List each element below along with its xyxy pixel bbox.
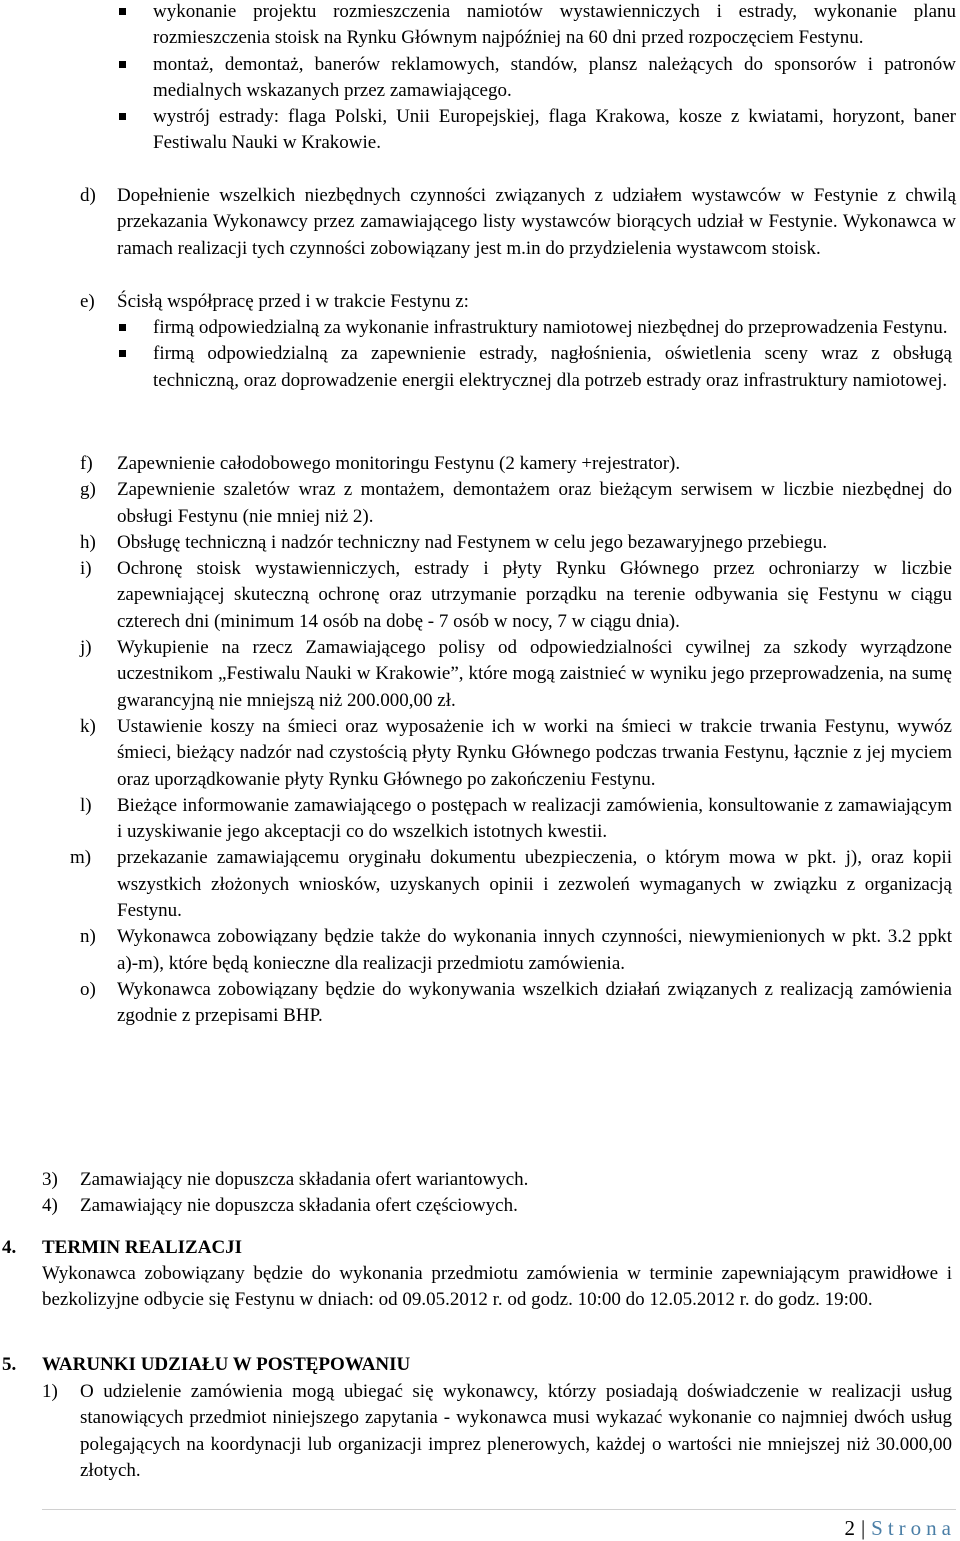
section-text: Wykonawca zobowiązany będzie do wykonania przedmiotu zamówienia w terminie zapewniającym prawidłowe i bezkolizyjne odbycie się Festynu w dniach: od 09.05.2012 r. od godz. 10:00 do 12.05.2012 r. do godz. 19:00. (42, 1263, 952, 1311)
numbered-item-4 (0, 1193, 956, 1219)
list-marker: h) (80, 531, 96, 553)
list-item-text: Wykonawca zobowiązany będzie także do wykonania innych czynności, niewymienionych w pkt. 3.2 ppkt a)-m), które będą konieczne dla realizacji przedmiotu zamówienia. (117, 926, 952, 974)
list-marker: g) (80, 479, 96, 501)
footer-page-word: Strona (871, 1516, 956, 1540)
numbered-list (0, 1167, 956, 1220)
list-marker: d) (80, 185, 96, 206)
list-item-text: Dopełnienie wszelkich niezbędnych czynności związanych z udziałem wystawców w Festynie z chwilą przekazania Wykonawcy przez zamawiającego listy wystawców biorących udział w Festynie. Wykonawca w ramach realizacji tych czynności zobowiązany jest m.in do przydzielenia wystawcom stoisk. (117, 185, 956, 259)
section-title: TERMIN REALIZACJI (42, 1237, 243, 1258)
list-item-g (0, 477, 956, 530)
bullet-text: wykonanie projektu rozmieszczenia namiotów wystawienniczych i estrady, wykonanie planu rozmieszczenia stoisk na Rynku Głównym najpóźniej na 60 dni przed rozpoczęciem Festynu. (153, 1, 956, 49)
bullet-item (0, 0, 960, 52)
lettered-list (0, 451, 956, 1030)
bullet-item (0, 315, 956, 341)
list-item-text: Zamawiający nie dopuszcza składania ofert wariantowych. (80, 1169, 529, 1190)
list-marker: j) (80, 637, 92, 659)
bullet-text: montaż, demontaż, banerów reklamowych, standów, plansz należących do sponsorów i patronów medialnych wskazanych przez zamawiającego. (153, 53, 956, 101)
square-bullet-icon (119, 8, 126, 15)
section-title: WARUNKI UDZIAŁU W POSTĘPOWANIU (42, 1354, 411, 1375)
square-bullet-icon (119, 61, 126, 68)
list-item-f (0, 451, 956, 477)
list-item-text: Wykonawca zobowiązany będzie do wykonywania wszelkich działań związanych z realizacją zamówienia zgodnie z przepisami BHP. (117, 978, 952, 1027)
list-marker: 4) (42, 1195, 58, 1217)
list-item-k (0, 714, 956, 793)
bullet-text: wystrój estrady: flaga Polski, Unii Europejskiej, flaga Krakowa, kosze z kwiatami, horyzont, baner Festiwalu Nauki w Krakowie. (153, 106, 956, 154)
bullet-list-e (0, 315, 956, 394)
list-item-i (0, 556, 956, 635)
bullet-text: firmą odpowiedzialną za zapewnienie estrady, nagłośnienia, oświetlenia sceny wraz z obsługą techniczną, oraz doprowadzenie energii elektrycznej dla potrzeb estrady oraz infrastruktury namiotowej. (153, 343, 952, 391)
list-item-text: Ustawienie koszy na śmieci oraz wyposażenie ich w worki na śmieci w trakcie trwania Festynu, wywóz śmieci, bieżący nadzór nad czystością płyty Rynku Głównego podczas trwania Festynu, łącznie z jej myciem oraz uporządkowanie płyty Rynku Głównego po zakończeniu Festynu. (117, 715, 952, 790)
list-item-text: O udzielenie zamówienia mogą ubiegać się wykonawcy, którzy posiadają doświadczenie w realizacji usług stanowiących przedmiot niniejszego zapytania - wykonawca musi wykazać wykonanie co najmniej dwóch usług polegających na koordynacji lub organizacji imprez plenerowych, każdej o wartości nie mniejszej niż 30.000,00 złotych. (80, 1381, 952, 1481)
section-number: 4. (2, 1237, 17, 1258)
list-marker: i) (80, 558, 92, 580)
bullet-item (0, 341, 956, 394)
section-body-4 (0, 1261, 956, 1314)
list-marker: l) (80, 794, 92, 816)
list-item-text: Zapewnienie szaletów wraz z montażem, demontażem oraz bieżącym serwisem w liczbie niezbędnej do obsługi Festynu (nie mniej niż 2). (117, 479, 952, 527)
list-marker: 3) (42, 1169, 58, 1190)
list-marker: e) (80, 291, 95, 312)
page-number: 2 (844, 1516, 855, 1540)
list-marker: f) (80, 453, 93, 474)
list-item-text: Zamawiający nie dopuszcza składania ofert częściowych. (80, 1195, 518, 1217)
square-bullet-icon (119, 324, 126, 331)
list-item-o (0, 977, 956, 1030)
list-item-e (0, 289, 960, 315)
bullet-item (0, 52, 960, 105)
bullet-list-top (0, 0, 960, 157)
list-item-d (0, 183, 960, 262)
list-item-n (0, 924, 956, 977)
bullet-text: firmą odpowiedzialną za wykonanie infrastruktury namiotowej niezbędnej do przeprowadzenia Festynu. (153, 317, 948, 338)
list-marker: k) (80, 715, 96, 737)
section5-item-1 (0, 1379, 956, 1484)
bullet-item (0, 104, 960, 157)
section-heading-5 (0, 1352, 956, 1378)
list-item-text: Ścisłą współpracę przed i w trakcie Festynu z: (117, 291, 469, 312)
footer-separator: | (860, 1516, 866, 1540)
list-item-j (0, 635, 956, 714)
list-item-text: Obsługę techniczną i nadzór techniczny nad Festynem w celu jego bezawaryjnego przebiegu. (117, 531, 828, 553)
page-footer (0, 1515, 956, 1541)
list-item-text: Zapewnienie całodobowego monitoringu Festynu (2 kamery +rejestrator). (117, 453, 681, 474)
numbered-item-3 (0, 1167, 956, 1193)
list-item-h (0, 530, 956, 556)
footer-divider (42, 1509, 956, 1510)
list-item-l (0, 793, 956, 846)
square-bullet-icon (119, 113, 126, 120)
section-heading-4 (0, 1235, 956, 1261)
list-marker: m) (70, 847, 92, 869)
list-item-text: Ochronę stoisk wystawienniczych, estrady i płyty Rynku Głównego przez ochroniarzy w liczbie zapewniającej skuteczną ochronę oraz utrzymanie porządku na terenie odbywania się Festynu w ciągu czterech dni (minimum 14 osób na dobę - 7 osób w nocy, 7 w ciągu dnia). (117, 558, 952, 632)
list-item-text: Bieżące informowanie zamawiającego o postępach w realizacji zamówienia, konsultowanie z zamawiającym i uzyskiwanie jego akceptacji co do wszelkich istotnych kwestii. (117, 794, 952, 843)
list-item-text: przekazanie zamawiającemu oryginału dokumentu ubezpieczenia, o którym mowa w pkt. j), oraz kopii wszystkich złożonych wniosków, uzyskanych opinii i zezwoleń wymaganych w związku z organizacją Festynu. (117, 847, 952, 922)
section-number: 5. (2, 1354, 17, 1375)
list-item-m (0, 845, 956, 924)
list-item-text: Wykupienie na rzecz Zamawiającego polisy od odpowiedzialności cywilnej za szkody wyrządzone uczestnikom „Festiwalu Nauki w Krakowie”, które mogą zaistnieć w wyniku jego przeprowadzenia, na sumę gwarancyjną nie mniejszą niż 200.000,00 zł. (117, 637, 952, 711)
list-marker: 1) (42, 1381, 58, 1402)
list-marker: o) (80, 978, 96, 1000)
list-marker: n) (80, 926, 96, 948)
square-bullet-icon (119, 350, 126, 357)
